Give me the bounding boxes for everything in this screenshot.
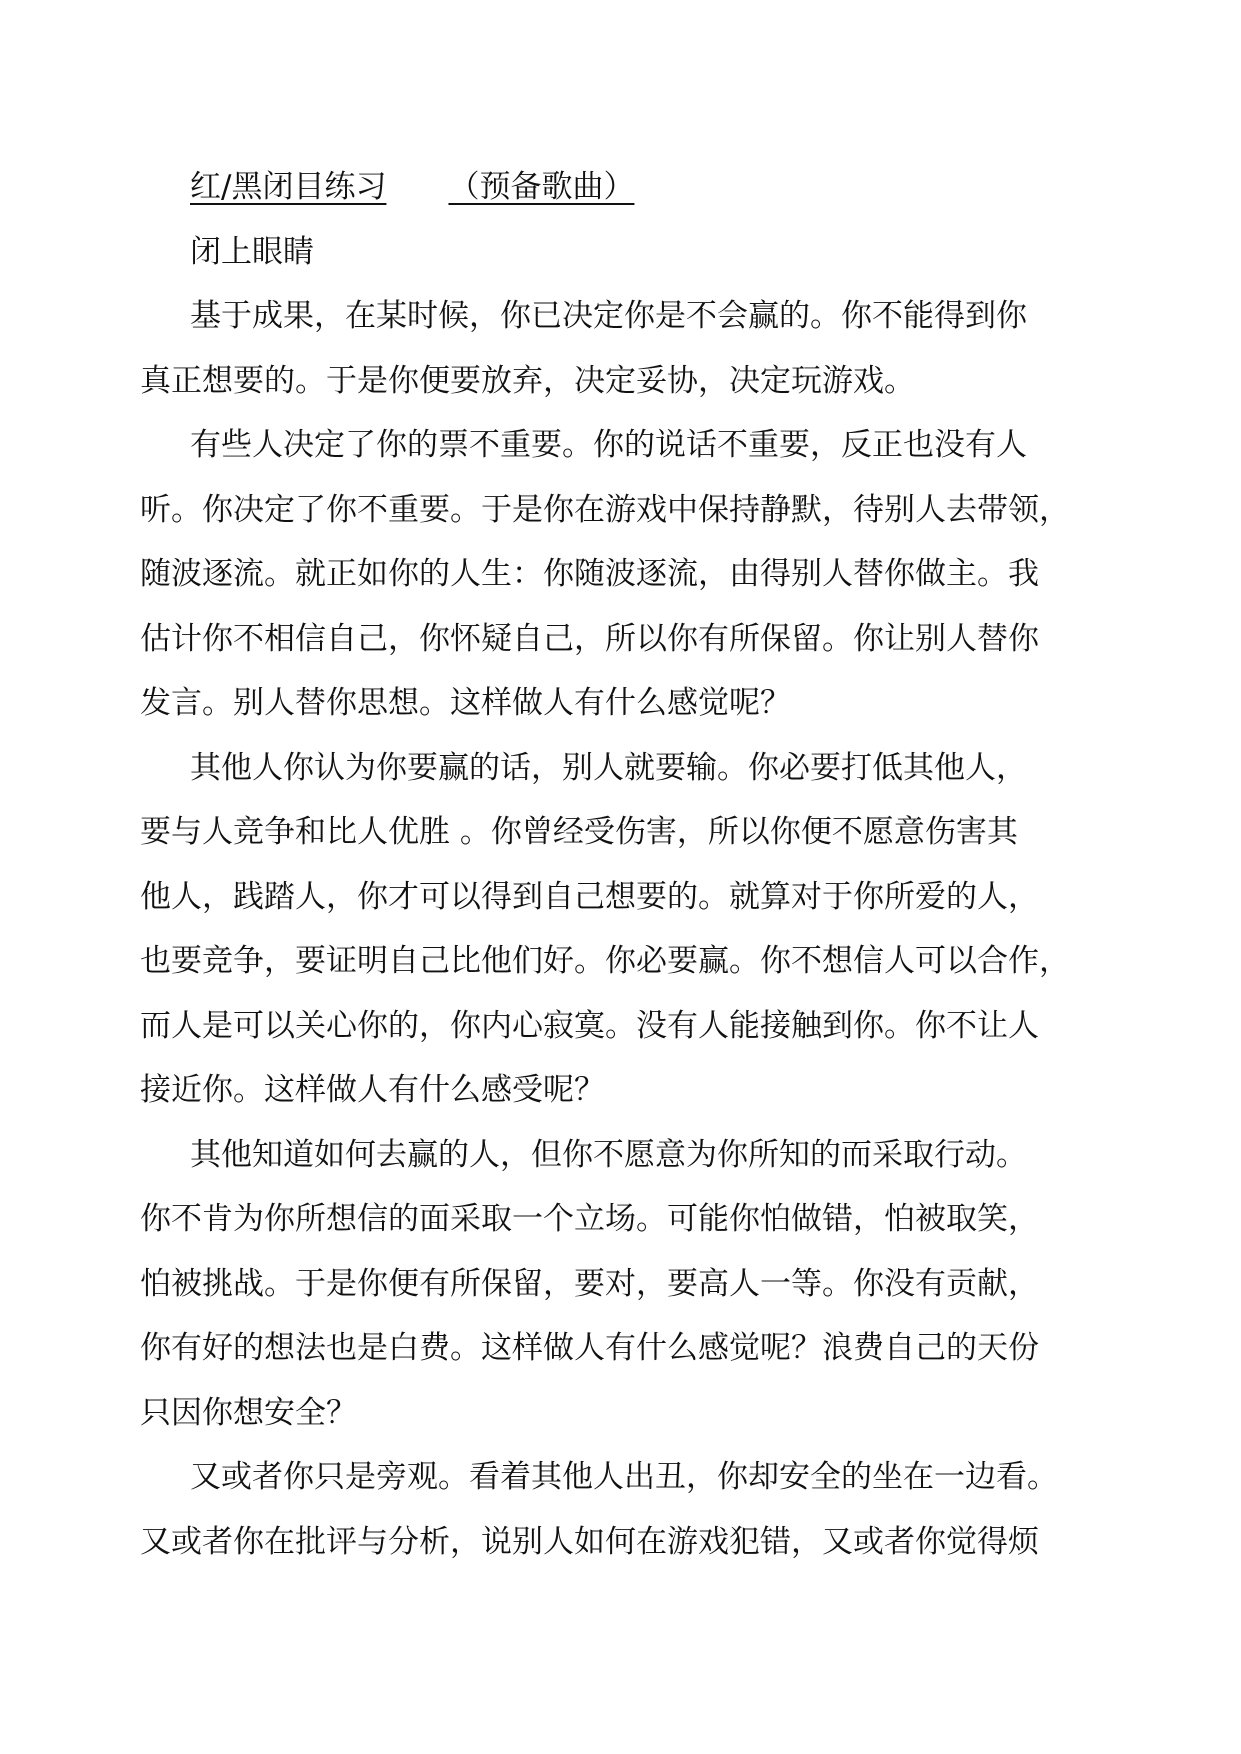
paragraph-line: 而人是可以关心你的，你内心寂寞。没有人能接触到你。你不让人: [140, 1007, 1039, 1044]
paragraph-line: 只因你想安全？: [140, 1394, 357, 1431]
paragraph-line: 你不肯为你所想信的面采取一个立场。可能你怕做错，怕被取笑，: [140, 1201, 1039, 1237]
paragraph-line: 有些人决定了你的票不重要。你的说话不重要，反正也没有人: [190, 427, 1027, 463]
paragraph-line: 你有好的想法也是白费。这样做人有什么感觉呢？浪费自己的天份: [140, 1330, 1039, 1366]
paragraph-line: 随波逐流。就正如你的人生：你随波逐流，由得别人替你做主。我: [140, 556, 1039, 592]
paragraph-line: 听。你决定了你不重要。于是你在游戏中保持静默，待别人去带领，: [140, 491, 1070, 528]
paragraph-line: 其他知道如何去赢的人，但你不愿意为你所知的而采取行动。: [190, 1136, 1027, 1173]
paragraph-line: 接近你。这样做人有什么感受呢？: [140, 1072, 605, 1108]
paragraph-line: 发言。别人替你思想。这样做人有什么感觉呢？: [140, 685, 791, 721]
title-main: 红/黑闭目练习: [190, 169, 387, 205]
paragraph-line: 要与人竞争和比人优胜 。你曾经受伤害，所以你便不愿意伤害其: [140, 814, 1018, 850]
paragraph-line: 他人，践踏人，你才可以得到自己想要的。就算对于你所爱的人，: [140, 878, 1039, 915]
document-body: [140, 155, 1110, 1574]
paragraph-line: 真正想要的。于是你便要放弃，决定妥协，决定玩游戏。: [140, 362, 915, 399]
paragraph-line: 闭上眼睛: [190, 233, 314, 270]
title-sub: （预备歌曲）: [448, 169, 635, 205]
paragraph-line: 又或者你在批评与分析，说别人如何在游戏犯错，又或者你觉得烦: [140, 1523, 1039, 1560]
paragraph-line: 怕被挑战。于是你便有所保留，要对，要高人一等。你没有贡献，: [140, 1265, 1039, 1302]
paragraph-line: 基于成果，在某时候，你已决定你是不会赢的。你不能得到你: [190, 298, 1027, 334]
paragraph-line: 估计你不相信自己，你怀疑自己，所以你有所保留。你让别人替你: [140, 620, 1039, 657]
paragraph-line: 其他人你认为你要赢的话，别人就要输。你必要打低其他人，: [190, 749, 1027, 786]
paragraph-line: 又或者你只是旁观。看着其他人出丑，你却安全的坐在一边看。: [190, 1459, 1058, 1495]
document-title: [140, 155, 1110, 220]
paragraph-line: 也要竞争，要证明自己比他们好。你必要赢。你不想信人可以合作，: [140, 943, 1070, 979]
title-underlined-text: [190, 169, 634, 205]
